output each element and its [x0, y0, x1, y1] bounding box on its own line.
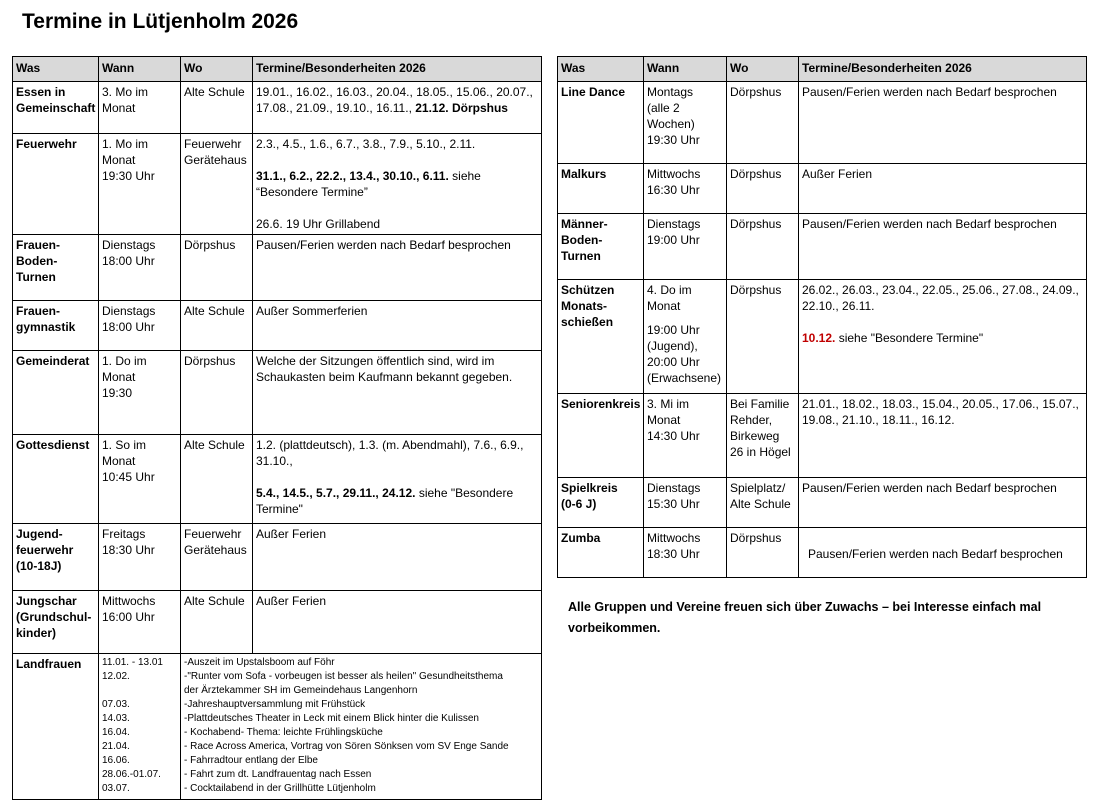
cell-termine: Pausen/Ferien werden nach Bedarf besprochen — [799, 214, 1087, 280]
cell-termine: 26.02., 26.03., 23.04., 22.05., 25.06., 27.08., 24.09., 22.10., 26.11. 10.12. siehe "Besondere Termine" — [799, 280, 1087, 394]
cell-termine: 21.01., 18.02., 18.03., 15.04., 20.05., 17.06., 15.07., 19.08., 21.10., 18.11., 16.12. — [799, 394, 1087, 478]
cell-wann: 1. So im Monat 10:45 Uhr — [99, 435, 181, 524]
table-row — [558, 82, 1087, 164]
cell-wo: Dörpshus — [181, 351, 253, 435]
cell-termine: Außer Ferien — [253, 591, 542, 654]
table-row — [558, 164, 1087, 214]
cell-termine: Pausen/Ferien werden nach Bedarf besprochen — [799, 82, 1087, 164]
cell-was: Jungschar (Grundschul- kinder) — [13, 591, 99, 654]
cell-wann: Mittwochs 18:30 Uhr — [644, 528, 727, 578]
cell-was: Landfrauen — [13, 654, 99, 800]
table-row — [13, 351, 542, 435]
cell-was: Zumba — [558, 528, 644, 578]
cell-termine: 19.01., 16.02., 16.03., 20.04., 18.05., 15.06., 20.07., 17.08., 21.09., 19.10., 16.11., 21.12. Dörpshus — [253, 82, 542, 134]
cell-was: Essen in Gemeinschaft — [13, 82, 99, 134]
cell-wann: Freitags 18:30 Uhr — [99, 524, 181, 591]
cell-wo: Dörpshus — [181, 235, 253, 301]
cell-wann: Dienstags 15:30 Uhr — [644, 478, 727, 528]
cell-wo: Alte Schule — [181, 82, 253, 134]
table-row — [13, 301, 542, 351]
cell-was: Frauen- Boden- Turnen — [13, 235, 99, 301]
cell-termine: Außer Ferien — [253, 524, 542, 591]
closing-note: Alle Gruppen und Vereine freuen sich über Zuwachs – bei Interesse einfach mal vorbeikommen. — [568, 600, 1042, 635]
header-wo: Wo — [181, 57, 253, 82]
cell-was: Seniorenkreis — [558, 394, 644, 478]
table-row — [558, 394, 1087, 478]
cell-wann: 11.01. - 13.01 12.02. 07.03. 14.03. 16.04. 21.04. 16.06. 28.06.-01.07. 03.07. — [99, 654, 181, 800]
table-row — [13, 134, 542, 235]
header-termine: Termine/Besonderheiten 2026 — [253, 57, 542, 82]
cell-termine: Pausen/Ferien werden nach Bedarf besprochen — [799, 478, 1087, 528]
cell-was: Malkurs — [558, 164, 644, 214]
cell-wo: Alte Schule — [181, 435, 253, 524]
table-row — [558, 280, 1087, 394]
cell-was: Spielkreis (0-6 J) — [558, 478, 644, 528]
cell-wann: Dienstags 18:00 Uhr — [99, 301, 181, 351]
cell-termine: Pausen/Ferien werden nach Bedarf besprochen — [253, 235, 542, 301]
table-row — [13, 591, 542, 654]
header-was: Was — [13, 57, 99, 82]
header-wo: Wo — [727, 57, 799, 82]
table-row — [558, 214, 1087, 280]
cell-wo: Feuerwehr Gerätehaus — [181, 134, 253, 235]
table-header-row — [13, 57, 542, 82]
header-was: Was — [558, 57, 644, 82]
cell-termine: Welche der Sitzungen öffentlich sind, wird im Schaukasten beim Kaufmann bekannt gegeben. — [253, 351, 542, 435]
cell-termine: 1.2. (plattdeutsch), 1.3. (m. Abendmahl), 7.6., 6.9., 31.10., 5.4., 14.5., 5.7., 29.11., 24.12. siehe "Besondere Termine" — [253, 435, 542, 524]
table-row — [13, 435, 542, 524]
page-title: Termine in Lütjenholm 2026 — [22, 10, 299, 33]
cell-wo: Dörpshus — [727, 280, 799, 394]
cell-termine: -Auszeit im Upstalsboom auf Föhr -"Runter vom Sofa - vorbeugen ist besser als heilen" Gesundheitsthema der Ärztekammer SH im Gemeindehaus Langenhorn -Jahreshauptversammlung mit Frühstück -Plattdeutsches Theater in Leck mit einem Blick hinter die Kulissen - Kochabend- Thema: leichte Frühlingsküche - Race Across America, Vortrag von Sören Sönksen vom SV Enge Sande - Fahrradtour entlang der Elbe - Fahrt zum dt. Landfrauentag nach Essen - Cocktailabend in der Grillhütte Lütjenholm — [181, 654, 542, 800]
schedule-table-left — [12, 56, 542, 800]
cell-wo: Feuerwehr Gerätehaus — [181, 524, 253, 591]
cell-wann: 4. Do im Monat 19:00 Uhr (Jugend), 20:00 Uhr (Erwachsene) — [644, 280, 727, 394]
cell-termine: 2.3., 4.5., 1.6., 6.7., 3.8., 7.9., 5.10., 2.11. 31.1., 6.2., 22.2., 13.4., 30.10., 6.11. siehe “Besondere Termine” 26.6. 19 Uhr Grillabend — [253, 134, 542, 235]
table-row — [13, 654, 542, 800]
cell-was: Gottesdienst — [13, 435, 99, 524]
schedule-table-right — [557, 56, 1087, 578]
cell-wo: Dörpshus — [727, 82, 799, 164]
cell-was: Feuerwehr — [13, 134, 99, 235]
table-row — [558, 478, 1087, 528]
cell-termine: Außer Sommerferien — [253, 301, 542, 351]
cell-was: Schützen Monats- schießen — [558, 280, 644, 394]
cell-was: Jugend- feuerwehr (10-18J) — [13, 524, 99, 591]
cell-wann: Mittwochs 16:30 Uhr — [644, 164, 727, 214]
cell-wo: Dörpshus — [727, 528, 799, 578]
cell-wann: 1. Do im Monat 19:30 — [99, 351, 181, 435]
cell-wo: Alte Schule — [181, 301, 253, 351]
cell-wo: Dörpshus — [727, 214, 799, 280]
table-row — [13, 524, 542, 591]
cell-wo: Alte Schule — [181, 591, 253, 654]
cell-wo: Dörpshus — [727, 164, 799, 214]
cell-wann: 3. Mo im Monat — [99, 82, 181, 134]
table-row — [13, 82, 542, 134]
cell-was: Männer- Boden- Turnen — [558, 214, 644, 280]
header-termine: Termine/Besonderheiten 2026 — [799, 57, 1087, 82]
table-row — [558, 528, 1087, 578]
cell-wo: Bei Familie Rehder, Birkeweg 26 in Högel — [727, 394, 799, 478]
cell-termine: Außer Ferien — [799, 164, 1087, 214]
cell-was: Line Dance — [558, 82, 644, 164]
cell-wann: Montags (alle 2 Wochen) 19:30 Uhr — [644, 82, 727, 164]
header-wann: Wann — [644, 57, 727, 82]
header-wann: Wann — [99, 57, 181, 82]
cell-wo: Spielplatz/ Alte Schule — [727, 478, 799, 528]
table-row — [13, 235, 542, 301]
cell-termine: Pausen/Ferien werden nach Bedarf besprochen — [799, 528, 1087, 578]
cell-was: Gemeinderat — [13, 351, 99, 435]
table-header-row — [558, 57, 1087, 82]
cell-wann: 3. Mi im Monat 14:30 Uhr — [644, 394, 727, 478]
cell-wann: Dienstags 19:00 Uhr — [644, 214, 727, 280]
cell-was: Frauen- gymnastik — [13, 301, 99, 351]
cell-wann: Mittwochs 16:00 Uhr — [99, 591, 181, 654]
cell-wann: Dienstags 18:00 Uhr — [99, 235, 181, 301]
cell-wann: 1. Mo im Monat 19:30 Uhr — [99, 134, 181, 235]
